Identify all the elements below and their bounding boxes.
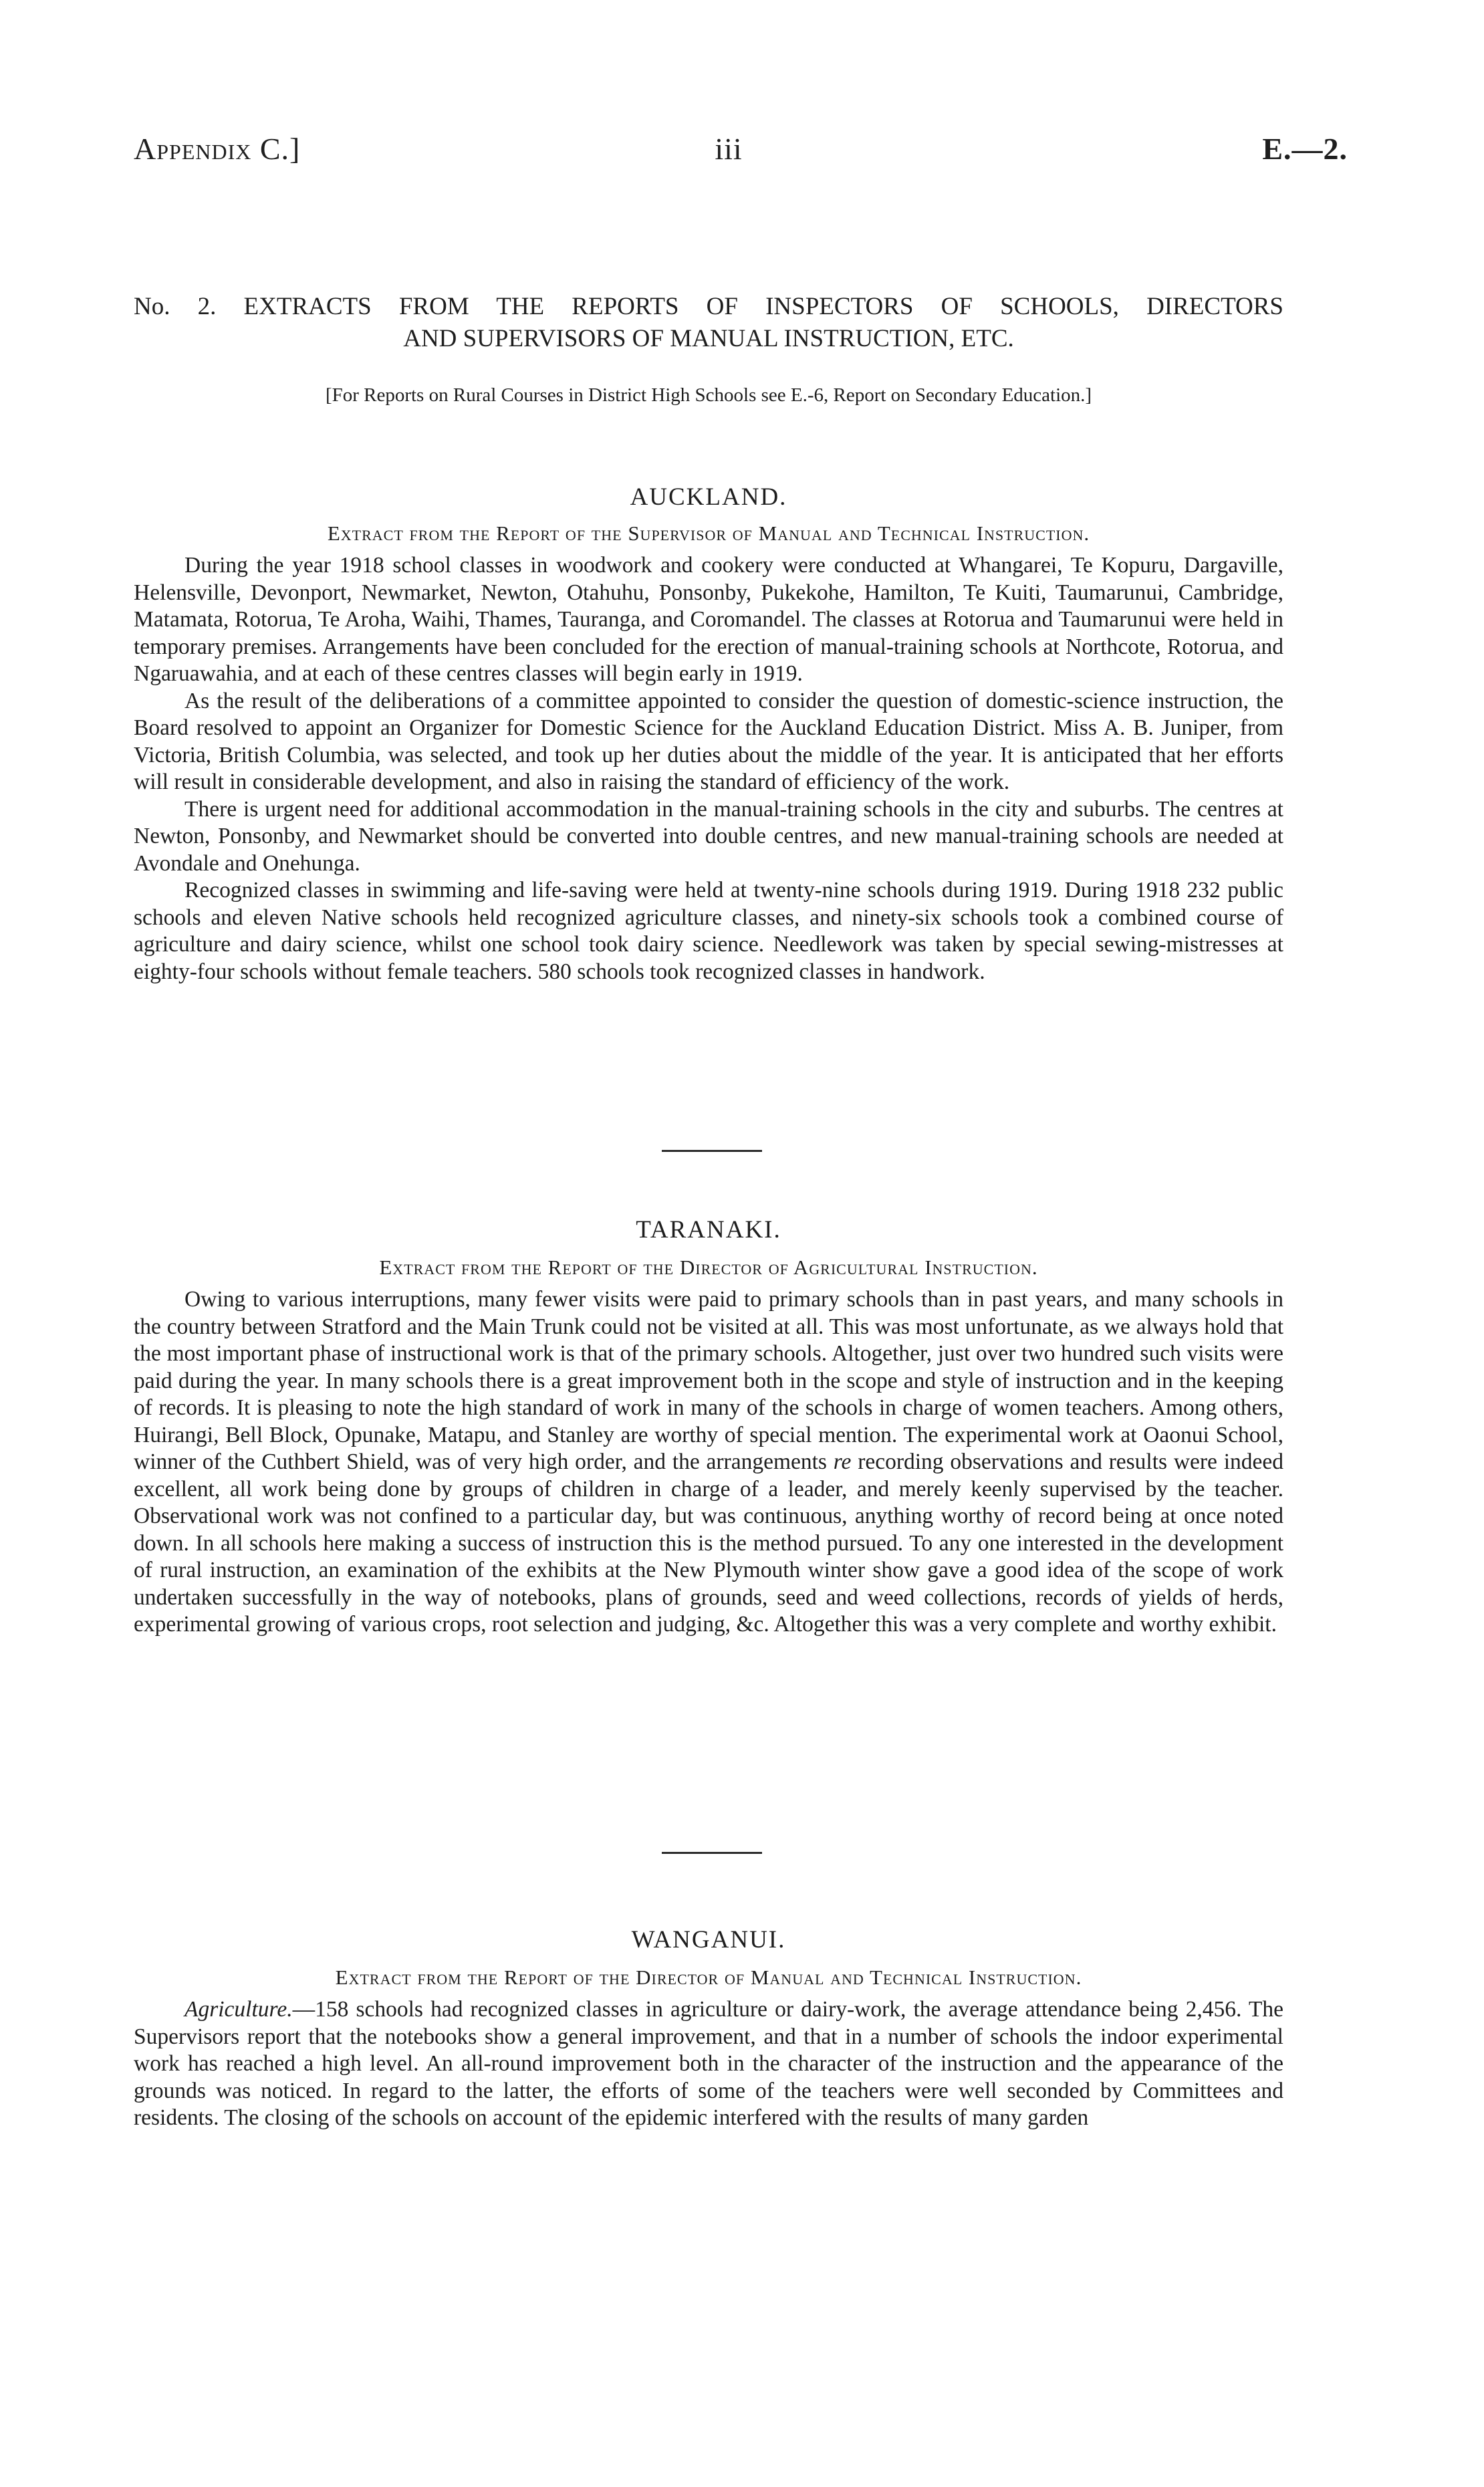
section-body-auckland bbox=[134, 552, 1283, 985]
section-heading-wanganui: WANGANUI. bbox=[631, 1926, 786, 1953]
section-heading-auckland: AUCKLAND. bbox=[630, 483, 787, 511]
section-divider bbox=[662, 1150, 762, 1152]
section-body-taranaki bbox=[134, 1286, 1283, 1639]
paragraph: Recognized classes in swimming and life-saving were held at twenty-nine schools during 1919. During 1918 232 public schools and eleven Native schools held recognized agriculture classes, and ninety-six schools took a combined course of agriculture and dairy science, whilst one school took dairy science. Needlework was taken by special sewing-mistresses at eighty-four schools without female teachers. 580 schools took recognized classes in handwork. bbox=[134, 878, 1283, 984]
paragraph-text: —158 schools had recognized classes in agriculture or dairy-work, the average attendance being 2,456. The Supervisors report that the notebooks show a general improvement, and that in a number of schools the indoor experimental work has reached a high level. An all-round improvement both in the character of the instruction and the appearance of the grounds was noticed. In regard to the latter, the efforts of some of the teachers were well seconded by Committees and residents. The closing of the schools on account of the epidemic interfered with the results of many garden bbox=[134, 1997, 1283, 2130]
title-line-2: AND SUPERVISORS OF MANUAL INSTRUCTION, ETC. bbox=[403, 325, 1014, 352]
paragraph-text-part-1: Owing to various interruptions, many fewer visits were paid to primary schools than in past years, and many schools in the country between Stratford and the Main Trunk could not be visited at all. This was most unfortunate, as we always hold that the most important phase of instructional work is that of the primary schools. Altogether, just over two hundred such visits were paid during the year. In many schools there is a great improvement both in the scope and style of instruction and in the keeping of records. It is pleasing to note the high standard of work in many of the schools in charge of women teachers. Among others, Huirangi, Bell Block, Opunake, Matapu, and Stanley are worthy of special mention. The experimental work at Oaonui School, winner of the Cuthbert Shield, was of very high order, and the arrangements bbox=[134, 1287, 1283, 1474]
running-header-left: Appendix C.] bbox=[134, 132, 301, 166]
paragraph-text-part-2: recording observations and results were indeed excellent, all work being done by groups of children in charge of a leader, and merely keenly supervised by the teacher. Observational work was not confined to a particular day, but was continuous, anything worthy of record being at once noted down. In all schools here making a success of instruction this is the method pursued. To any one interested in the development of rural instruction, an examination of the exhibits at the New Plymouth winter show gave a good idea of the scope of work undertaken successfully in the way of notebooks, plans of grounds, seed and weed collections, records of yields of herds, experimental growing of various crops, root selection and judging, &c. Altogether this was a very complete and worthy exhibit. bbox=[134, 1449, 1283, 1637]
paragraph-lead: Agriculture. bbox=[184, 1997, 293, 2022]
section-subheading-taranaki: Extract from the Report of the Director of Agricultural Instruction. bbox=[379, 1256, 1038, 1279]
paragraph: During the year 1918 school classes in woodwork and cookery were conducted at Whangarei, Te Kopuru, Dargaville, Helensville, Devonport, Newmarket, Newton, Otahuhu, Ponsonby, Pukekohe, Hamilton, Te Kuiti, Taumarunui, Cambridge, Matamata, Rotorua, Te Aroha, Waihi, Thames, Tauranga, and Coromandel. The classes at Rotorua and Taumarunui were held in temporary premises. Arrangements have been concluded for the erection of manual-training schools at Northcote, Rotorua, and Ngaruawahia, and at each of these centres classes will begin early in 1919. bbox=[134, 553, 1283, 686]
section-heading-taranaki: TARANAKI. bbox=[636, 1216, 781, 1244]
page-number: iii bbox=[715, 132, 743, 166]
section-subheading-wanganui: Extract from the Report of the Director of Manual and Technical Instruction. bbox=[335, 1966, 1082, 1989]
section-body-wanganui bbox=[134, 1996, 1283, 2132]
paragraph bbox=[134, 1996, 1283, 2132]
running-header-right: E.—2. bbox=[1262, 132, 1348, 166]
document-title bbox=[134, 291, 1283, 355]
paragraph: There is urgent need for additional accommodation in the manual-training schools in the city and suburbs. The centres at Newton, Ponsonby, and Newmarket should be converted into double centres, and new manual-training schools are needed at Avondale and Onehunga. bbox=[134, 796, 1283, 876]
editorial-note: [For Reports on Rural Courses in District High Schools see E.-6, Report on Secondary Education.] bbox=[325, 384, 1092, 406]
section-divider bbox=[662, 1852, 762, 1854]
paragraph: As the result of the deliberations of a committee appointed to consider the question of domestic-science instruction, the Board resolved to appoint an Organizer for Domestic Science for the Auckland Education District. Miss A. B. Juniper, from Victoria, British Columbia, was selected, and took up her duties about the middle of the year. It is anticipated that her efforts will result in considerable development, and also in raising the standard of efficiency of the work. bbox=[134, 688, 1283, 794]
section-subheading-auckland: Extract from the Report of the Supervisor of Manual and Technical Instruction. bbox=[327, 521, 1090, 545]
title-line-1: No. 2. EXTRACTS FROM THE REPORTS OF INSPECTORS OF SCHOOLS, DIRECTORS bbox=[134, 293, 1283, 320]
italic-term: re bbox=[833, 1449, 852, 1474]
paragraph bbox=[134, 1286, 1283, 1639]
